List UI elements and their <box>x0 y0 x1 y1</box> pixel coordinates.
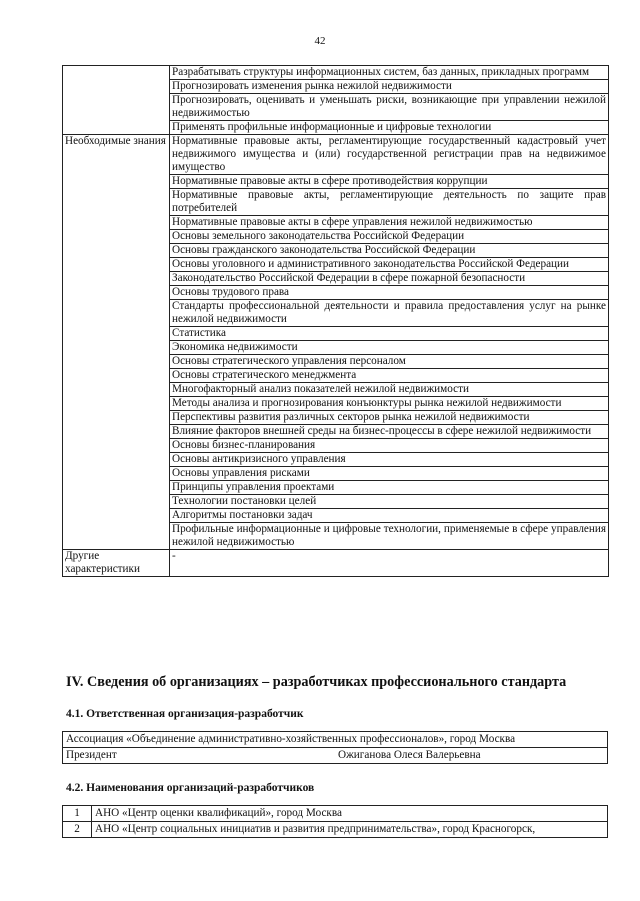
requirement-row <box>63 550 609 577</box>
developer-number: 2 <box>63 822 92 838</box>
row-group-label: Другие характеристики <box>63 550 170 577</box>
requirement-text: Стандарты профессиональной деятельности и правила предоставления услуг на рынке нежилой недвижимости <box>170 300 609 327</box>
responsible-org-table <box>62 731 608 764</box>
requirement-text: Основы управления рисками <box>170 467 609 481</box>
requirement-text: Нормативные правовые акты, регламентирующие государственный кадастровый учет недвижимого имущества и (или) государственной регистрации прав на недвижимое имущество <box>170 135 609 175</box>
requirement-row <box>63 135 609 175</box>
requirement-text: Экономика недвижимости <box>170 341 609 355</box>
subsection-title-developers: 4.2. Наименования организаций-разработчиков <box>66 782 315 794</box>
developer-row <box>63 822 608 838</box>
requirement-text: Алгоритмы постановки задач <box>170 509 609 523</box>
requirement-text: Основы антикризисного управления <box>170 453 609 467</box>
developers-table <box>62 805 608 838</box>
requirement-text: Принципы управления проектами <box>170 481 609 495</box>
requirement-text: Нормативные правовые акты в сфере противодействия коррупции <box>170 175 609 189</box>
requirement-text: Влияние факторов внешней среды на бизнес-процессы в сфере нежилой недвижимости <box>170 425 609 439</box>
row-group-label: Необходимые знания <box>63 135 170 550</box>
requirements-table <box>62 65 609 577</box>
developer-name: АНО «Центр оценки квалификаций», город Москва <box>92 806 608 822</box>
requirement-row <box>63 66 609 80</box>
requirement-text: Многофакторный анализ показателей нежилой недвижимости <box>170 383 609 397</box>
developer-row <box>63 806 608 822</box>
subsection-title-responsible: 4.1. Ответственная организация-разработчик <box>66 708 304 720</box>
requirement-text: Законодательство Российской Федерации в сфере пожарной безопасности <box>170 272 609 286</box>
requirement-text: Нормативные правовые акты, регламентирующие деятельность по защите прав потребителей <box>170 189 609 216</box>
requirement-text: Статистика <box>170 327 609 341</box>
requirement-text: Прогнозировать, оценивать и уменьшать риски, возникающие при управлении нежилой недвижимостью <box>170 94 609 121</box>
requirement-text: Нормативные правовые акты в сфере управления нежилой недвижимостью <box>170 216 609 230</box>
requirement-text: Основы гражданского законодательства Российской Федерации <box>170 244 609 258</box>
section-title: IV. Сведения об организациях – разработчиках профессионального стандарта <box>66 674 567 690</box>
requirement-text: Основы стратегического менеджмента <box>170 369 609 383</box>
requirement-text: Профильные информационные и цифровые технологии, применяемые в сфере управления нежилой недвижимостью <box>170 523 609 550</box>
requirement-text: Применять профильные информационные и цифровые технологии <box>170 121 609 135</box>
requirement-text: Основы бизнес-планирования <box>170 439 609 453</box>
requirement-text: Методы анализа и прогнозирования конъюнктуры рынка нежилой недвижимости <box>170 397 609 411</box>
responsible-org-name: Ассоциация «Объединение административно-хозяйственных профессионалов», город Москва <box>63 732 608 748</box>
requirement-text: Основы стратегического управления персоналом <box>170 355 609 369</box>
requirement-text: Перспективы развития различных секторов рынка нежилой недвижимости <box>170 411 609 425</box>
row-group-label-empty <box>63 66 170 135</box>
requirement-text: Технологии постановки целей <box>170 495 609 509</box>
president-name: Ожиганова Олеся Валерьевна <box>335 748 608 764</box>
requirement-text: Основы земельного законодательства Российской Федерации <box>170 230 609 244</box>
requirement-text: Разрабатывать структуры информационных систем, баз данных, прикладных программ <box>170 66 609 80</box>
page-number: 42 <box>314 35 326 47</box>
president-label: Президент <box>63 748 336 764</box>
requirement-text: Прогнозировать изменения рынка нежилой недвижимости <box>170 80 609 94</box>
developer-name: АНО «Центр социальных инициатив и развития предпринимательства», город Красногорск, <box>92 822 608 838</box>
requirement-text: - <box>170 550 609 577</box>
requirement-text: Основы уголовного и административного законодательства Российской Федерации <box>170 258 609 272</box>
developer-number: 1 <box>63 806 92 822</box>
requirement-text: Основы трудового права <box>170 286 609 300</box>
